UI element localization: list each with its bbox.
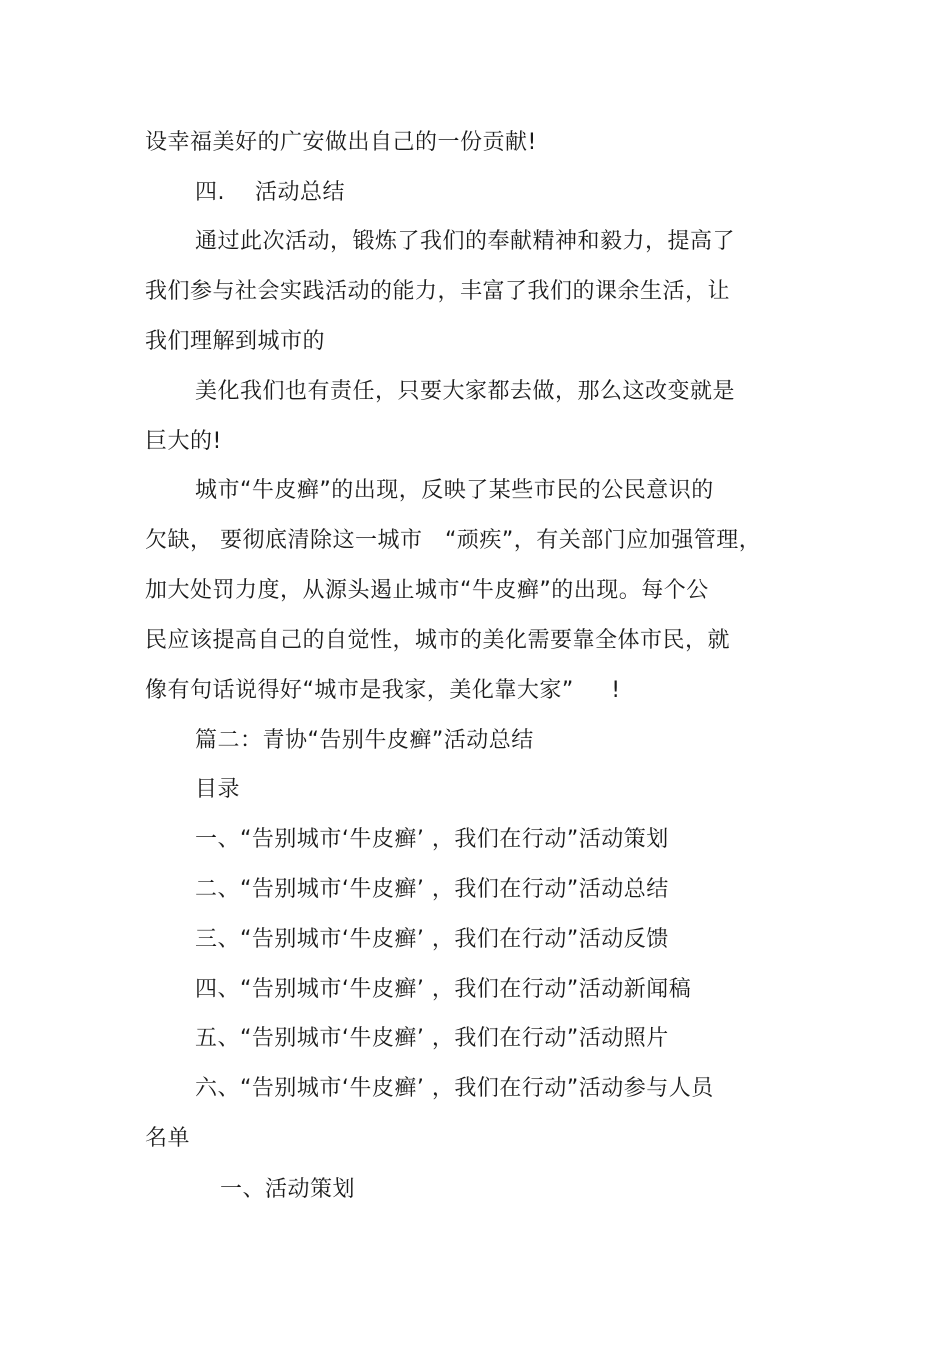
toc-item: 二、“告别城市‘牛皮癣’ ，我们在行动”活动总结	[195, 877, 669, 902]
text-line: 美化我们也有责任，只要大家都去做，那么这改变就是	[195, 379, 736, 404]
text-line: 巨大的!	[145, 429, 222, 454]
text-line: 欠缺， 要彻底清除这一城市 “顽疾”，有关部门应加强管理，	[145, 528, 762, 553]
toc-item-continued: 名单	[145, 1126, 191, 1151]
text-line: 通过此次活动，锻炼了我们的奉献精神和毅力，提高了	[195, 229, 736, 254]
text-line: 城市“牛皮癣”的出现，反映了某些市民的公民意识的	[195, 478, 714, 503]
section-heading: 四. 活动总结	[195, 180, 345, 205]
toc-item: 六、“告别城市‘牛皮癣’ ，我们在行动”活动参与人员	[195, 1076, 714, 1101]
section-heading: 一、活动策划	[220, 1177, 356, 1202]
text-line: 我们理解到城市的	[145, 329, 326, 354]
toc-item: 三、“告别城市‘牛皮癣’ ，我们在行动”活动反馈	[195, 927, 669, 952]
text-line: 像有句话说得好“城市是我家，美化靠大家” !	[145, 678, 621, 703]
toc-item: 一、“告别城市‘牛皮癣’ ，我们在行动”活动策划	[195, 827, 669, 852]
text-line: 民应该提高自己的自觉性，城市的美化需要靠全体市民，就	[145, 628, 731, 653]
text-line: 设幸福美好的广安做出自己的一份贡献!	[145, 130, 537, 155]
toc-item: 五、“告别城市‘牛皮癣’ ，我们在行动”活动照片	[195, 1026, 669, 1051]
text-line: 加大处罚力度，从源头遏止城市“牛皮癣”的出现。每个公	[145, 578, 709, 603]
article-title: 篇二：青协“告别牛皮癣”活动总结	[195, 728, 534, 753]
toc-heading: 目录	[195, 777, 241, 802]
text-line: 我们参与社会实践活动的能力，丰富了我们的课余生活，让	[145, 279, 731, 304]
toc-item: 四、“告别城市‘牛皮癣’ ，我们在行动”活动新闻稿	[195, 977, 692, 1002]
